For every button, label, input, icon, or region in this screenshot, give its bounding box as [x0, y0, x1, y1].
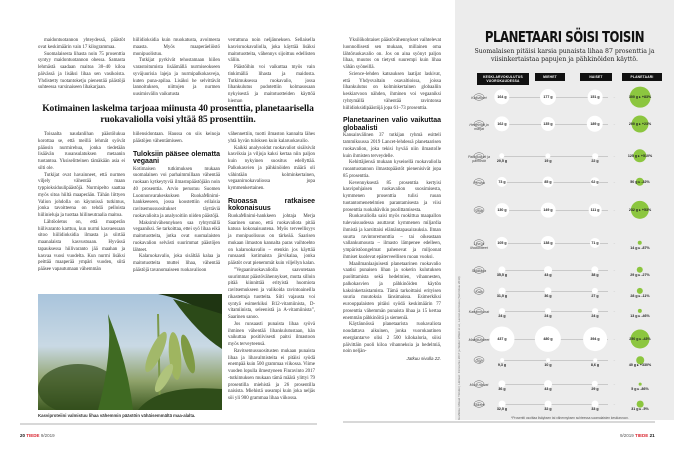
- paragraph: Kehittäjiensä mukaan kyseisellä ruokavaliolla ruoantuotannon ilmastopäästöt pienenisivät jopa 85 prosenttia.: [343, 160, 441, 179]
- header-men: MIEHET: [535, 73, 565, 81]
- row-label: Öljyt: [475, 359, 483, 363]
- right-page-folio: [620, 433, 655, 438]
- paragraph: Tutkijat ovat havainneet, että nurmen viljely vähentää maan typpioksiduulipäästöjä. Nurmipelto saattaa myös sitoa hiiltä maaperään. Tähän liittyen Valion johdolla on käynnissä tutkimus, jonka tavoitteena on tehdä pelloista hiilinieluja ja tuottaa hiilineutraalia maitoa.: [38, 172, 125, 218]
- percent-change: -46%: [641, 314, 650, 318]
- paragraph: Ravitsemussuositusten mukaan punaista lihaa ja lihavalmisteita ei pitäisi syödä enempää kuin 500 grammaa viikossa. Viime vuoden lopulla ilmestyneen Finravinto 2017 -tutkimuksen mukaan tämä määrä ylittyi 79 prosentilla miehistä ja 26 prosentilla naisista. Miehistä useampi kuin joka neljäs söi yli 900 grammaa lihaa viikossa.: [228, 348, 315, 402]
- magazine-brand: TIEDE: [26, 433, 40, 438]
- oil-drop-icon: [473, 351, 485, 359]
- consumption-value: 138 g: [543, 241, 553, 245]
- row-label: Hedelmät ja marjat: [469, 123, 489, 131]
- triangle-icon: ▸: [637, 294, 642, 298]
- arrow-icon: →: [612, 358, 616, 362]
- consumption-value: 24 g: [591, 314, 599, 318]
- paragraph: Toisaalta naudanlihan päästölukua korottaa se, että meillä lehmät syövät pääosin nurmirehua, jonka tiedetään lisäävän ruoansulatuksen metaanin tuotantoa. Yksiselitteinen tämäkään asia ei silti ole.: [38, 132, 125, 171]
- planetary-value: [631, 387, 648, 391]
- percent-change: -5%: [642, 407, 649, 411]
- issue-number: 9/2019: [620, 433, 634, 438]
- row-label: Maitotuotteet: [468, 338, 490, 342]
- planetary-value: [630, 314, 649, 318]
- planetary-amount: 250 g: [629, 337, 639, 341]
- planetary-value: [631, 407, 648, 411]
- paragraph: Science-lehden katsauksen laatijat laskivat, että Yhdysvaltain osavaltioissa, joissa lihankulutus on kolminkertainen globaaliin keskiarvoon nähden, ihminen voi vegaaniksi ryhtymällä vähentää ravintonsa hiilidioksidipäästöjä jopa 61–73 prosenttia.: [343, 71, 441, 111]
- consumption-value: 36 g: [498, 387, 506, 391]
- triangle-icon: ▸: [638, 95, 642, 99]
- planetary-value: [630, 246, 649, 250]
- grain-icon: [473, 201, 485, 209]
- paragraph: RuokaMinimi-hankkeen johtaja Merja Saarinen sanoo, että ruokavaliota pitää katsoa kokonaisuutena. Myös terveellisyys ja monipuolisuus on tärkeää. Saarisen mukaan ilmaston kannalta paras vaihtoehto on kalaruokavalio – etenkin jos käyttää runsaasti kotimaista järvikalaa, jonka päästöt ovat pienemmät kuin viljellyn kalan.: [228, 213, 315, 267]
- section-body: [133, 167, 220, 275]
- consumption-value: 27 g: [591, 294, 599, 298]
- planetary-value: [629, 122, 651, 126]
- photo-caption: Kasviproteiini valmistuu lihaa vähemmin päästöin vähäisemmältä maa-alalta.: [38, 413, 196, 418]
- footer-rule: [343, 421, 655, 423]
- header-women: NAISET: [580, 73, 612, 81]
- paragraph: Maailmanlaajuisesti planetaarinen ruokavalio vaatisi punaisen lihan ja sokerin kulutuksen puolittamista sekä hedelmien, vihannesten, palkokasvien ja pähkinöiden käytön kaksinkertaistamista. Tämä tarkoittaisi erityisen suuria muutoksia länsimaissa. Esimerkiksi eurooppalaisten pitäisi syödä keskimäärin 77 prosenttia vähemmän punaista lihaa ja 15 kertaa enemmän pähkinöitä ja siemeniä.: [343, 261, 441, 321]
- vegetables-icon: [473, 88, 485, 96]
- row-label: Viljat: [475, 209, 483, 213]
- consumption-circle: [592, 153, 598, 159]
- consumption-value: 33 g: [591, 407, 599, 411]
- triangle-icon: ▸: [637, 180, 642, 184]
- percent-change: +330%: [639, 363, 652, 367]
- planetary-value: [630, 273, 649, 277]
- planetary-amount: 40 g: [628, 363, 637, 367]
- arrow-icon: →: [612, 382, 616, 386]
- infographic-credit: Grafiikka: Mikael Ylimäki | Lähteet: Finravinto 2017 ja Walter Willett et al., Lancet-komissio (Tammikuu 2019): [457, 276, 461, 420]
- percent-change: -87%: [641, 246, 650, 250]
- section-intro: [228, 132, 315, 193]
- consumption-value: 394 g: [590, 337, 600, 341]
- section-heading: Planetaarinen valio vaikuttaa globaalisti: [343, 117, 441, 132]
- article-column-2-top: [133, 38, 220, 99]
- planetary-amount: 200 g: [628, 122, 639, 126]
- percent-change: -43%: [642, 337, 651, 341]
- consumption-value: 8,6 g: [590, 363, 600, 367]
- paragraph: Käytännössä planetaarista ruokavaliota noudattava aikuinen, jonka vuorokautinen energiantarve olisi 2 500 kilokaloria, söisi päivittäin puoli kiloa vihanneksia ja hedelmiä, noin neljän-: [343, 322, 441, 355]
- consumption-value: 35,5 g: [496, 273, 508, 277]
- triangle-icon: ▸: [636, 363, 640, 367]
- percent-change: +23%: [641, 122, 652, 126]
- issue-number: 9/2019: [40, 433, 55, 438]
- planetary-amount: 13 g: [630, 314, 638, 318]
- consumption-value: 162 g: [497, 122, 507, 126]
- consumption-value: 22 g: [591, 159, 599, 163]
- consumption-value: 151 g: [590, 95, 600, 99]
- infographic-title: PLANETAARI SÖISI TOISIN: [484, 28, 645, 46]
- arrow-icon: →: [612, 241, 616, 245]
- footer-rule: [20, 423, 317, 425]
- triangle-icon: ▸: [637, 246, 642, 250]
- consumption-value: 437 g: [497, 337, 507, 341]
- paragraph: Kaikki analysoidut ruokavaliot sisälsivät kasviksia ja viljoja kaksi kertaa niin paljon kuin nykyinen suositus edellyttää. Palkokasvien ja pähkinöiden määrä oli vähintään kolminkertainen, vegaaniruokavaliossa jopa kymmenkertainen.: [228, 145, 315, 191]
- triangle-icon: ▸: [638, 122, 642, 126]
- consumption-value: 19 g: [544, 159, 552, 163]
- arrow-icon: →: [612, 268, 616, 272]
- infographic-subtitle: Suomalaisen pitäisi karsia punaista lihaa 87 prosenttia ja viisinkertaistaa papujen ja pähkinöiden käyttö.: [474, 48, 655, 63]
- row-label: Kala: [475, 290, 483, 294]
- consumption-value: 38 g: [591, 273, 599, 277]
- planetary-value: [629, 208, 651, 212]
- chicken-icon: [473, 261, 485, 269]
- row-label: Peruna: [473, 181, 485, 185]
- triangle-icon: ▸: [637, 314, 642, 318]
- paragraph: Ruokavaliolla saisi myös ruokittua maapallon tulevaisuudessa asuttavat kymmenen miljardia ihmistä ja karsittaisi elämäntapasairauksia. Ilman suurta ravintoremonttia – tai oikeastaan vallankumousta – ilmasto lämpenee edelleen, ympäristöongelmat pahenevat ja miljoonat ihmiset kuolevat epäterveellisen ruoan vuoksi.: [343, 214, 441, 260]
- paragraph: Kalaruokavalio, joka sisältää kalaa ja maitotuotteita muttei lihaa, vähentää päästöjä tavanomaiseen ruokavalioon: [133, 254, 220, 273]
- consumption-value: 32 g: [544, 407, 552, 411]
- continued-link[interactable]: Jatkuu sivulla 22.: [406, 356, 441, 362]
- consumption-value: 189 g: [590, 122, 600, 126]
- consumption-value: 24 g: [544, 314, 552, 318]
- eggs-icon: [473, 302, 485, 310]
- article-column-1-top: [38, 38, 125, 92]
- row-label: Sokerit: [473, 403, 485, 407]
- row-label: Siipikarja: [471, 269, 487, 273]
- header-average: KESKI-ARVOKULUTUS VUOROKAUDESSA: [477, 73, 529, 85]
- page-number: 20: [20, 433, 26, 438]
- consumption-value: 24 g: [498, 314, 506, 318]
- consumption-value: 29 g: [591, 387, 599, 391]
- percent-change: +510%: [640, 154, 653, 158]
- cow-icon: [473, 330, 485, 338]
- planetary-amount: 28 g: [630, 294, 638, 298]
- section-intro: [343, 38, 441, 112]
- triangle-icon: ▸: [638, 208, 642, 212]
- planetary-amount: 125 g: [627, 154, 638, 158]
- consumption-value: 43 g: [544, 273, 552, 277]
- article-subheadline: Kotimainen laskelma tarjoaa miinusta 40 prosenttia, planetaarisella ruokavaliolla voisi yltää 85 prosenttiin.: [42, 103, 314, 125]
- arrow-icon: →: [612, 180, 616, 184]
- arrow-icon: →: [612, 402, 616, 406]
- planetary-circle: [639, 383, 642, 386]
- consumption-value: 105 g: [497, 241, 507, 245]
- article-column-4: [343, 38, 441, 363]
- row-label: Kananmunat: [468, 310, 490, 314]
- consumption-value: 149 g: [543, 208, 553, 212]
- consumption-value: 480 g: [543, 337, 553, 341]
- page-number: 21: [649, 433, 655, 438]
- article-column-2-bottom: [133, 132, 220, 275]
- arrow-icon: →: [612, 309, 616, 313]
- paragraph: Kansainvälinen 37 tutkijan ryhmä esitteli tammikuussa 2019 Lancet-lehdessä planetaarisen ruokavalion, joka tekisi hyvää niin ilmastolle kuin ihmisten terveydelle.: [343, 133, 441, 159]
- percent-change: +53%: [641, 208, 652, 212]
- pig-icon: [473, 234, 485, 242]
- percent-change: -11%: [641, 294, 650, 298]
- planetary-value: [630, 180, 649, 184]
- paragraph: Kevennyksestä 85 prosenttia kertyisi kasvipohjaisen ruokavalion suosimisesta, kymmenen prosenttia tulisi ruoan tuotantomenetelmien parantamisesta ja viisi prosenttia ruokahävikin puolittamisesta.: [343, 180, 441, 213]
- consumption-value: 135 g: [543, 122, 553, 126]
- consumption-value: 85 g: [544, 180, 552, 184]
- article-column-3-top: [228, 38, 315, 106]
- planetary-amount: 29 g: [630, 273, 638, 277]
- consumption-value: 9,3 g: [497, 363, 507, 367]
- row-label: Kasvikset: [471, 96, 487, 100]
- butter-icon: [473, 375, 485, 383]
- triangle-icon: ▸: [638, 337, 643, 341]
- planetary-amount: 50 g: [630, 180, 638, 184]
- section-body: [343, 133, 441, 356]
- consumption-value: 43 g: [544, 387, 552, 391]
- magazine-brand: TIEDE: [635, 433, 649, 438]
- consumption-value: 20,5 g: [496, 159, 508, 163]
- consumption-value: 177 g: [543, 95, 553, 99]
- candy-icon: [473, 395, 485, 403]
- row-label: Palkokasvit ja pähkinät: [468, 155, 490, 163]
- paragraph: Jos runsaasti punaista lihaa syövä ihminen vähentää lihankulutustaan, hän vaikuttaa positiivisesti paitsi ilmastoon myös terveyteensä.: [228, 321, 315, 348]
- arrow-icon: →: [612, 122, 616, 126]
- paragraph: maidontuotannon yhteydessä, päästöt ovat keskimäärin vain 17 kilogrammaa.: [38, 38, 125, 50]
- section-heading: Ruoassa ratkaisee kokonaisuus: [228, 197, 315, 213]
- consumption-value: 164 g: [497, 95, 507, 99]
- planetary-value: [630, 294, 649, 298]
- consumption-value: 130 g: [497, 208, 507, 212]
- section-body: [228, 214, 315, 403]
- percent-change: -27%: [641, 273, 650, 277]
- paragraph: hiilensidontaan. Haussa on siis keinoja päästöjen vähentämiseen.: [133, 132, 220, 144]
- row-label: Liha ja lihatuotteet: [470, 242, 488, 250]
- row-label: Muut rasvat: [469, 383, 489, 387]
- triangle-icon: ▸: [638, 407, 643, 411]
- consumption-circle: [593, 358, 597, 362]
- paragraph: Yksilökohtaiset päästövähennykset vaihtelevat luonnollisesti sen mukaan, millainen oma lähtöruokavalio on. Jos on aina syönyt paljon lihaa, muutos on tietysti suurempi kuin lihaa vähän syöneillä.: [343, 38, 441, 70]
- percent-change: -86%: [640, 387, 649, 391]
- arrow-icon: →: [612, 337, 616, 341]
- paragraph: Kotimaisen tutkimuksen mukaan suomalainen voi parhaimmillaan vähentää ruokaan kytkeytyviä ilmastopäästöjään noin 40 prosenttia. Arvio perustuu Suomen Luonnonvarakeskuksen RuokaMinimi-hankkeeseen, jossa koostettiin erilaisia ravitsemussuositukset täyttäviä ruokavalioita ja analysoitiin niiden päästöjä.: [133, 166, 220, 219]
- paragraph: Tutkijat pyrkivät tehostamaan hiilen varastoitumista lisäämällä nurmiseokseen syväjuurisia lajeja ja nurmipalkokasveja, kuten puna-apilaa. Lisäksi he selvittävät lannoituksen, niittojen ja nurmen uusimisvälin vaikutusta: [133, 58, 220, 97]
- percent-change: -32%: [641, 180, 650, 184]
- consumption-value: 62 g: [591, 180, 599, 184]
- arrow-icon: →: [612, 95, 616, 99]
- arrow-icon: →: [612, 154, 616, 158]
- legumes-icon: [473, 147, 485, 155]
- connector-line: [502, 360, 608, 361]
- article-column-1-bottom: [38, 132, 125, 274]
- section-heading: Tuloksiin pääsee olematta vegaani: [133, 150, 220, 166]
- triangle-icon: ▸: [636, 387, 641, 391]
- fruit-icon: [473, 115, 485, 123]
- planetary-value: [629, 363, 651, 367]
- header-planetary: PLANETAARI: [622, 73, 662, 81]
- potato-icon: [473, 173, 485, 181]
- paragraph: verrattuna noin neljänneksen. Sellaisella kasvisruokavaliolla, joka käyttää lisäksi maitotuotteita, vähennys sijoittuu edellisten väliin.: [228, 38, 315, 64]
- infographic-footnote: *Prosentti osoittaa lisäyksen tai vähennyksen suhteessa suomalaisten keskiarvoon.: [511, 416, 629, 420]
- arrow-icon: →: [612, 289, 616, 293]
- planetary-amount: 31 g: [631, 407, 639, 411]
- triangle-icon: ▸: [637, 154, 641, 158]
- paragraph: Päästöihin voi vaikuttaa myös vain tinkimällä lihasta ja maidosta. Tutkimuksessa ruokavalio, jossa lihankulutus pudotettiin kolmasosaan nykyisestä ja maitotuotteiden käyttöä hieman: [228, 65, 315, 104]
- fish-icon: [473, 282, 485, 290]
- planetary-value: [629, 337, 650, 341]
- planetary-amount: 14 g: [630, 246, 638, 250]
- consumption-value: 36 g: [544, 294, 552, 298]
- consumption-value: 111 g: [590, 208, 600, 212]
- paragraph: hiilidioksidia kuin muokatusta, avoimesta maasta. Myös maaperäeliöstö monipuolistuu.: [133, 38, 220, 57]
- planetary-value: [629, 95, 651, 99]
- arrow-icon: →: [612, 208, 616, 212]
- planetary-amount: 300 g: [628, 95, 639, 99]
- left-page-folio: [20, 433, 55, 438]
- triangle-icon: ▸: [637, 273, 642, 277]
- paragraph: Maksimivähennyksen saa ryhtymällä vegaaniksi. Se tarkoittaa, ettei syö lihaa eikä maitotuotteita, jotka ovat suomalaisten ruokavalion selvästi suurimmat päästöjen lähteet.: [133, 220, 220, 253]
- consumption-circle: [500, 358, 504, 362]
- consumption-value: 31,5 g: [496, 294, 508, 298]
- article-column-3-bottom: [228, 132, 315, 403]
- consumption-circle: [546, 358, 550, 362]
- planetary-value: [628, 154, 652, 158]
- paragraph: Suomalaisesta lihasta noin 75 prosenttia syntyy maidontuotannon ohessa. Samasta lehmästä saadaan maitoa 30–40 kiloa päivässä ja lisäksi lihaa sen vasikoista. Yhdistetty tuotantoketju pienentää päästöjä suhteessa varsinaiseen lihakarjaan.: [38, 51, 125, 91]
- planetary-amount: 5 g: [631, 387, 637, 391]
- paragraph: vähennettiin, tuotti ilmaston kannalta lähes yhtä hyvän tuloksen kuin kalaruokavalio.: [228, 132, 315, 144]
- paragraph: Lähtöoletus on, että maaperän hiilivaranto karttuu, kun nurmi kasvaessaan sitoo hiilidioksidia ilmasta ja siirtää maanalaista kasvustoaan. Hyvässä tapauksessa hiilivaranto jää maahan ja kasvaa vuosi vuodelta. Kun nurmi lisäksi peittää maaperää ympäri vuoden, siitä pääsee vapautumaan vähemmän: [38, 219, 125, 272]
- soybean-photo: [38, 294, 222, 410]
- percent-change: +83%: [641, 95, 652, 99]
- consumption-value: 32,5 g: [496, 407, 508, 411]
- consumption-value: 10 g: [544, 363, 552, 367]
- planetary-amount: 232 g: [628, 208, 639, 212]
- consumption-value: 71 g: [591, 241, 599, 245]
- consumption-value: 73 g: [498, 180, 506, 184]
- paragraph: ”Vegaaniruokavaliolla saavutetaan suurimmat päästövähennykset, mutta silloin pitää kiinnittää erityistä huomiota ravitsemukseen ja valikoida ravintoaineilla rikastettuja tuotteita. Siiti vajausta voi syntyä esimerkiksi B12-vitamiinista, D-vitamiinista, seleenistä ja A-vitamiinista”, Saarinen sanoo.: [228, 267, 315, 321]
